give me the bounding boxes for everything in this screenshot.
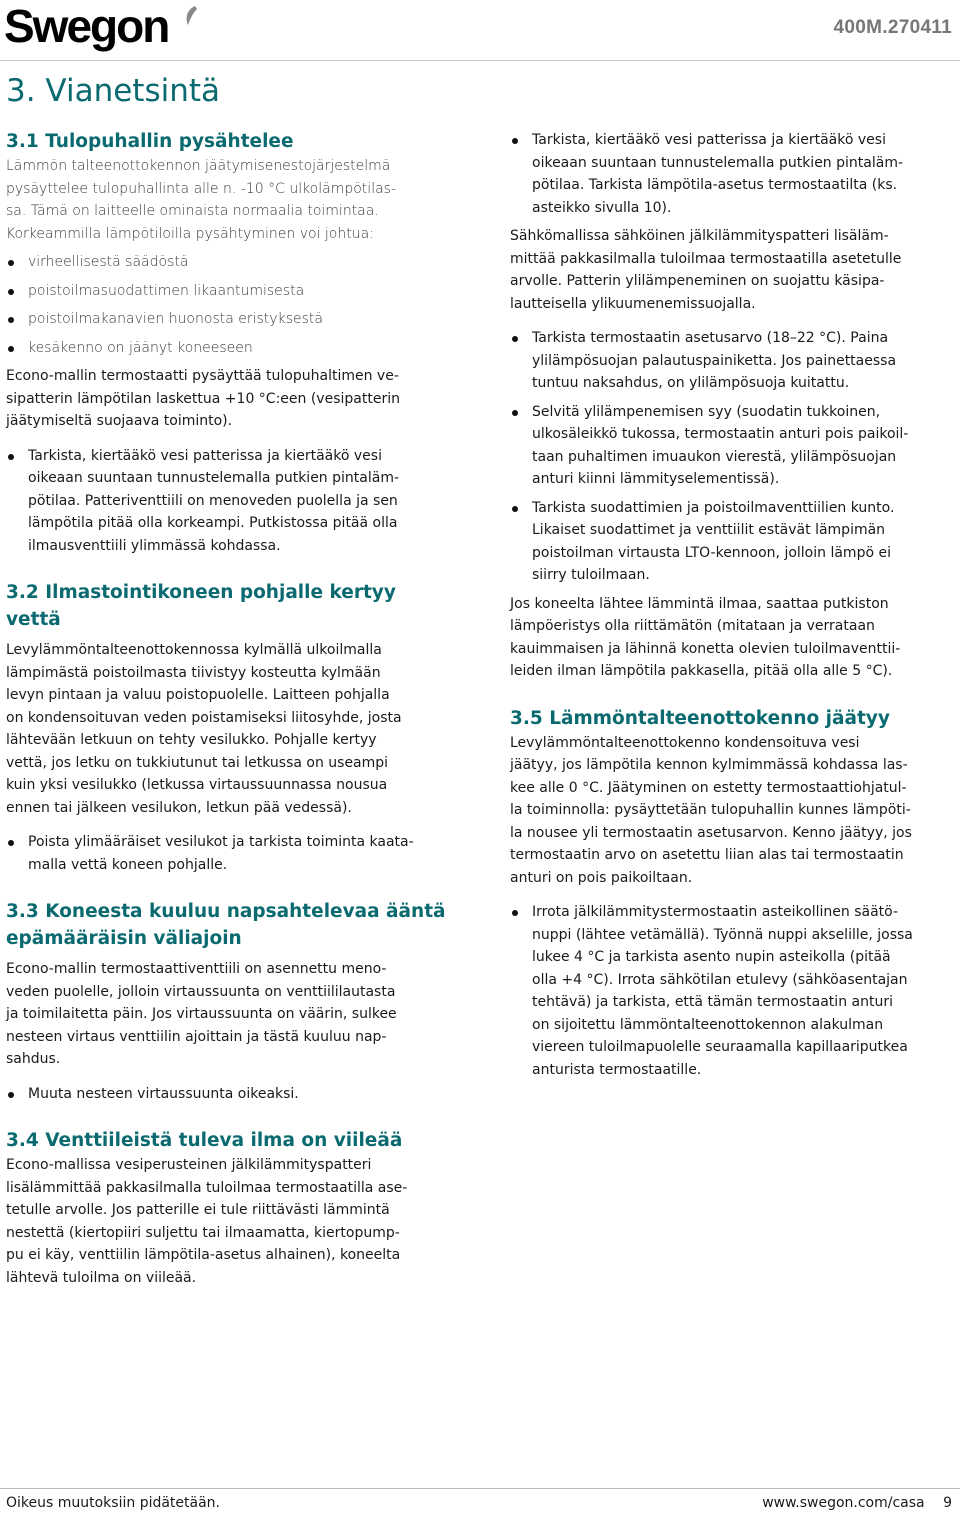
page-number: 9 [943, 1495, 952, 1511]
logo-leaf-icon [184, 5, 198, 27]
warm-air-paragraph [510, 593, 955, 683]
header-divider [0, 60, 960, 61]
text-line: kauimmaisen ja lähinnä konetta olevien tuloilmaventtii- [510, 640, 901, 657]
text-line: la nousee yli termostaatin asetusarvon. Kenno jäätyy, jos [510, 824, 912, 841]
text-line: Econo-mallissa vesiperusteinen jälkilämmityspatteri [6, 1157, 372, 1173]
section-3-3-paragraph [6, 958, 454, 1071]
text-line: la toiminnolla: pysäyttetään tulopuhallin kunnes lämpöti- [510, 802, 911, 818]
page-title: 3. Vianetsintä [6, 73, 221, 109]
text-line: pu ei käy, venttiilin lämpötila-asetus alhainen), koneelta [6, 1247, 401, 1263]
text-line: vettä, jos letku on tukkiutunut tai letkussa on useampi [6, 754, 389, 771]
text-line: lautteisella ylikuumenemissuojalla. [510, 295, 756, 312]
text-line: sipatterin lämpötilan laskettua +10 °C:een (vesipatterin [6, 390, 400, 407]
check-thermostat-list [510, 129, 955, 219]
text-line: veden puolelle, jolloin virtaussuunta on venttiililautasta [6, 983, 396, 1000]
text-line: ja toimilaitetta päin. Jos virtaussuunta on väärin, sulkee [6, 1006, 397, 1022]
check-water-list [6, 445, 454, 558]
list-item: virheellisestä säädöstä [6, 251, 454, 274]
text-line: kee alle 0 °C. Jäätyminen on estetty termostaattiohjatul- [510, 779, 907, 796]
text-line: Econo-mallin termostaatti pysäyttää tulopuhaltimen ve- [6, 368, 399, 384]
text-line: Jos koneelta lähtee lämmintä ilmaa, saattaa putkiston [510, 595, 889, 612]
footer-url[interactable]: www.swegon.com/casa [762, 1495, 925, 1511]
list-item: Muuta nesteen virtaussuunta oikeaksi. [6, 1083, 454, 1106]
text-line: lähtevään letkuun on tehty vesilukko. Pohjalle kertyy [6, 732, 377, 748]
text-line: Levylämmöntalteenottokennossa kylmällä ulkoilmalla [6, 642, 382, 658]
list-item: Tarkista termostaatin asetusarvo (18–22 °C). Paina ylilämpösuojan palautuspainiketta. Jos painettaessa tuntuu naksahdus, on ylilämpösuoja kuitattu. [510, 327, 955, 395]
causes-list [6, 251, 454, 359]
footer-divider [0, 1488, 960, 1489]
list-item: Tarkista, kiertääkö vesi patterissa ja kiertääkö vesi oikeaan suuntaan tunnustelemalla putkien pintaläm- pötilaa. Tarkista lämpötila-asetus termostaatilta (ks. asteikko sivulla 10). [510, 129, 955, 219]
text-line: lämpimästä poistoilmasta tiivistyy kosteutta kylmään [6, 664, 381, 681]
text-line: lisälämmittää pakkasilmalla tuloilmaa termostaatilla ase- [6, 1179, 408, 1196]
left-column [6, 128, 454, 1289]
text-line: mittää pakkasilmalla tuloilmaa termostaatilla asetetulle [510, 250, 902, 267]
text-line: jäätymiseltä suojaava toiminto). [6, 413, 233, 429]
text-line: sahdus. [6, 1051, 61, 1067]
text-line: nesteen virtaus venttiilin ajoittain ja tästä kuuluu nap- [6, 1028, 387, 1045]
section-3-5-heading: 3.5 Lämmöntalteenottokenno jäätyy [510, 707, 890, 729]
overheat-checks-list [510, 327, 955, 587]
page-header [0, 0, 960, 62]
list-item: poistoilmasuodattimen likaantumisesta [6, 280, 454, 303]
document-code: 400M.270411 [833, 17, 952, 38]
section-3-1-heading: 3.1 Tulopuhallin pysähtelee [6, 131, 294, 152]
list-item: Selvitä ylilämpenemisen syy (suodatin tukkoinen, ulkosäleikkö tukossa, termostaatin anturi pois paikoil- taan puhaltimen imuaukon vierestä, ylilämpösuojan anturi kiinni lämmityselementissä). [510, 401, 955, 491]
text-line: ennen tai jälkeen vesilukon, letkun pää vedessä). [6, 799, 352, 816]
footer-right [762, 1495, 952, 1511]
list-item: kesäkenno on jäänyt koneeseen [6, 337, 454, 360]
text-line: kuin yksi vesilukko (letkussa virtaussuunnassa nousua [6, 777, 388, 793]
text-line: leiden ilman lämpötila pakkasella, pitää olla alle 5 °C). [510, 663, 893, 679]
causes-intro: Korkeammilla lämpötiloilla pysähtyminen voi johtua: [6, 225, 374, 242]
text-line: tetulle arvolle. Jos patterille ei tule riittävästi lämmintä [6, 1202, 390, 1218]
list-item: Tarkista, kiertääkö vesi patterissa ja kiertääkö vesi oikeaan suuntaan tunnustelemalla putkien pintaläm- pötilaa. Patteriventtiili on menoveden puolella ja sen lämpötila pitää olla korkeampi. Putkistossa pitää olla ilmausventtiili ylimmässä kohdassa. [6, 445, 454, 558]
section-3-4-heading: 3.4 Venttiileistä tuleva ilma on viileää [6, 1130, 403, 1151]
text-line: Econo-mallin termostaattiventtiili on asennettu meno- [6, 961, 387, 977]
text-line: lähtevä tuloilma on viileää. [6, 1269, 197, 1286]
reheater-thermostat-list [510, 901, 955, 1081]
section-3-2-paragraph [6, 639, 454, 819]
list-item: poistoilmakanavien huonosta eristyksestä [6, 308, 454, 331]
text-line: on kondensoituvan veden poistamiseksi liitosyhde, josta [6, 709, 402, 726]
electric-model-paragraph [510, 225, 955, 315]
text-line: arvolle. Patterin ylilämpeneminen on suojattu käsipa- [510, 273, 885, 289]
footer-disclaimer: Oikeus muutoksiin pidätetään. [6, 1495, 221, 1511]
text-line: Levylämmöntalteenottokenno kondensoituva vesi [510, 734, 860, 751]
text-line: anturi on pois paikoiltaan. [510, 869, 693, 886]
list-item: Tarkista suodattimien ja poistoilmaventtiilien kunto. Likaiset suodattimet ja venttiilit estävät lämpimän poistoilman virtausta LTO-kennoon, jolloin lämpö ei siirry tuloilmaan. [510, 497, 955, 587]
drain-list [6, 831, 454, 876]
section-3-5-paragraph [510, 732, 955, 890]
text-line: Sähkömallissa sähköinen jälkilämmityspatteri lisäläm- [510, 228, 889, 244]
flow-direction-list [6, 1083, 454, 1106]
list-item: Poista ylimääräiset vesilukot ja tarkista toiminta kaata- malla vettä koneen pohjalle. [6, 831, 454, 876]
text-line: termostaatin arvo on asetettu liian alas tai termostaatin [510, 847, 904, 863]
text-line: levyn pintaan ja valuu poistopuolelle. Laitteen pohjalla [6, 687, 390, 703]
text-line: Lämmön talteenottokennon jäätymisenestojärjestelmä [6, 158, 391, 174]
section-3-3-heading: 3.3 Koneesta kuuluu napsahtelevaa ääntä epämääräisin väliajoin [6, 901, 446, 949]
text-line: jäätyy, jos lämpötila kennon kylmimmässä kohdassa las- [510, 757, 908, 773]
text-line: pysäyttelee tulopuhallinta alle n. -10 °C ulkolämpötilas- [6, 180, 397, 197]
econo-thermostat-paragraph [6, 365, 454, 433]
list-item: Irrota jälkilämmitystermostaatin asteikollinen säätö- nuppi (lähtee vetämällä). Työnnä nuppi akselille, jossa lukee 4 °C ja tarkista asento nupin asteikolla (pitää olla +4 °C). Irrota sähkötilan etulevy (sähköasentajan tehtävä) ja tarkista, että tämän termostaatin anturi on sijoitettu lämmöntalteenottokennon alakulman viereen tuloilmapuolelle seuraamalla kapillaariputkea anturista termostaatille. [510, 901, 955, 1081]
section-3-2-heading: 3.2 Ilmastointikoneen pohjalle kertyy vettä [6, 582, 396, 630]
text-line: nestettä (kiertopiiri suljettu tai ilmaamatta, kiertopump- [6, 1224, 400, 1241]
right-column [510, 129, 955, 1081]
text-line: sa. Tämä on laitteelle ominaista normaalia toimintaa. [6, 203, 379, 219]
section-3-4-paragraph [6, 1154, 454, 1289]
logo-wordmark: Swegon [4, 0, 169, 52]
swegon-logo [4, 2, 204, 54]
text-line: lämpöeristys olla riittämätön (mitataan ja verrataan [510, 618, 875, 634]
section-3-1-intro-paragraph [6, 155, 454, 223]
